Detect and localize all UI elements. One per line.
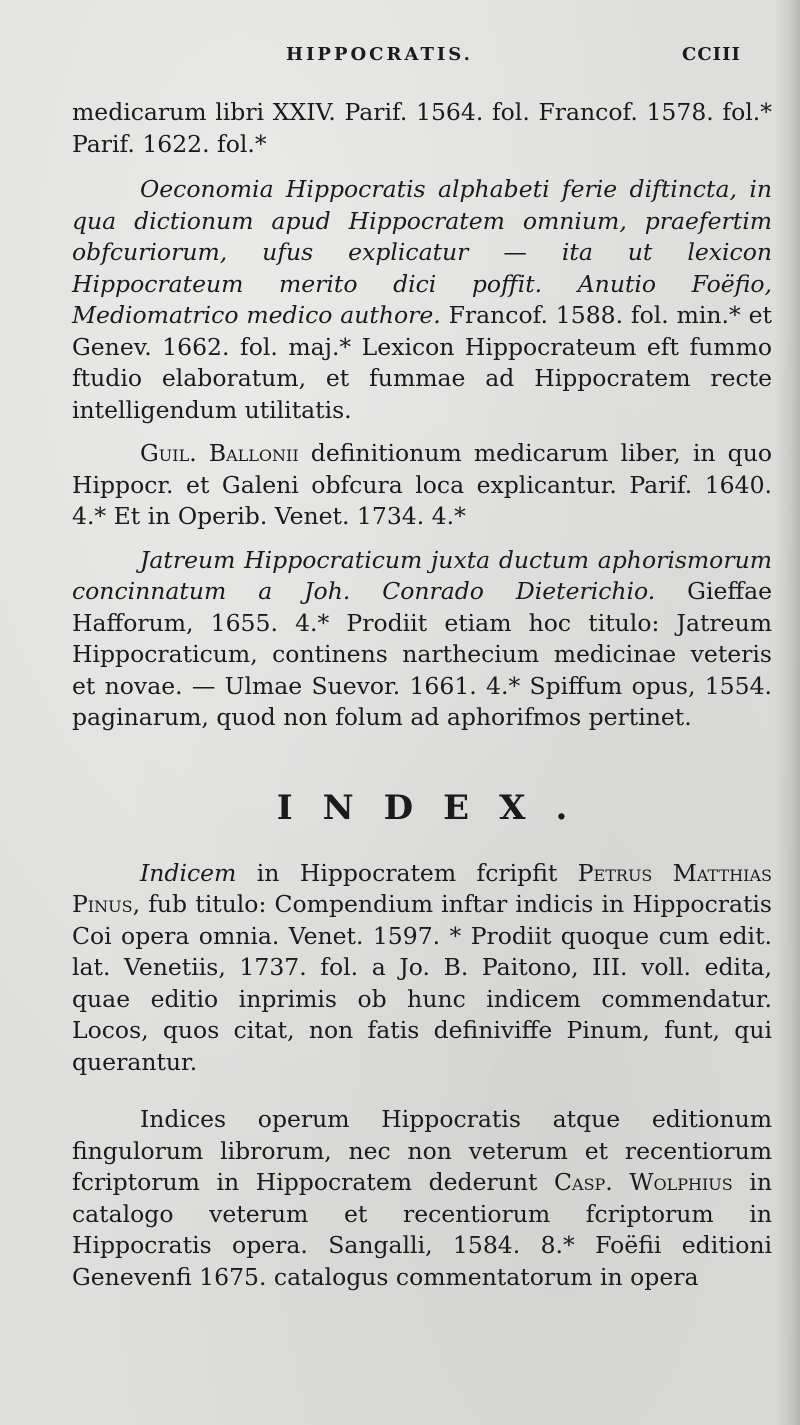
page-body bbox=[72, 97, 772, 1293]
paragraph-4-title: Jatreum Hippocraticum juxta ductum aphorismorum concinnatum a Joh. Conrado Dieterichio. bbox=[72, 545, 772, 605]
paragraph-gap bbox=[72, 160, 772, 174]
paragraph-gap bbox=[72, 426, 772, 438]
paragraph-2-rest: Francof. 1588. fol. min.* et Genev. 1662. fol. maj.* Lexicon Hippocrateum eft fummo ftudio elaboratum, et fummae ad Hippocratem recte intelligendum utilitatis. bbox=[72, 301, 772, 424]
page-number: CCIII bbox=[682, 44, 741, 65]
paragraph-3-author: Guil. Ballonii bbox=[140, 439, 299, 467]
index-heading: INDEX. bbox=[276, 787, 598, 828]
paragraph-5-mid: in Hippocratem fcripfit bbox=[236, 858, 578, 887]
paragraph-5-author: Petrus Matthias Pinus bbox=[72, 858, 772, 918]
paragraph-6-start: Indices operum Hippocratis atque editionum fingulorum librorum, nec non veterum et recentiorum fcriptorum in Hippocratem dederunt bbox=[72, 1105, 772, 1196]
paragraph-5-lead: Indicem bbox=[140, 858, 237, 887]
paragraph-2-title: Oeconomia Hippocratis alphabeti ferie diftincta, in qua dictionum apud Hippocratem omnium, praefertim obfcuriorum, ufus explicatur — ita ut lexicon Hippocrateum merito dici poffit. Anutio Foëfio, Mediomatrico medico authore. bbox=[72, 175, 772, 329]
paragraph-6-rest: in catalogo veterum et recentiorum fcriptorum in Hippocratis opera. Sangalli, 1584. 8.* Foëfii editioni Genevenfi 1675. catalogus commentatorum in opera bbox=[72, 1168, 772, 1291]
paragraph-4 bbox=[72, 545, 772, 734]
paragraph-gap bbox=[72, 533, 772, 545]
paragraph-4-rest: Gieffae Hafforum, 1655. 4.* Prodiit etiam hoc titulo: Jatreum Hippocraticum, continens narthecium medicinae veteris et novae. — Ulmae Suevor. 1661. 4.* Spiffum opus, 1554. paginarum, quod non folum ad aphorifmos pertinet. bbox=[72, 577, 772, 731]
page-edge-shadow bbox=[774, 0, 800, 1425]
paragraph-6 bbox=[72, 1104, 772, 1293]
paragraph-5-rest: , fub titulo: Compendium inftar indicis in Hippocratis Coi opera omnia. Venet. 1597. * Prodiit quoque cum edit. lat. Venetiis, 1737. fol. a Jo. B. Paitono, III. voll. edita, quae editio inprimis ob hunc indicem commendatur. Locos, quos citat, non fatis definiviffe Pinum, funt, qui querantur. bbox=[72, 890, 772, 1076]
paragraph-1-text: medicarum libri XXIV. Parif. 1564. fol. Francof. 1578. fol.* Parif. 1622. fol.* bbox=[72, 98, 772, 158]
running-title: HIPPOCRATIS. bbox=[286, 44, 473, 65]
paragraph-6-author: Casp. Wolphius bbox=[554, 1168, 733, 1196]
paragraph-5 bbox=[72, 858, 772, 1079]
paragraph-3-rest: definitionum medicarum liber, in quo Hippocr. et Galeni obfcura loca explicantur. Parif. 1640. 4.* Et in Operib. Venet. 1734. 4.* bbox=[72, 439, 772, 530]
page-header bbox=[0, 44, 800, 74]
paragraph-1 bbox=[72, 97, 772, 160]
paragraph-3 bbox=[72, 438, 772, 533]
paragraph-2 bbox=[72, 174, 772, 426]
paragraph-gap bbox=[72, 1078, 772, 1104]
